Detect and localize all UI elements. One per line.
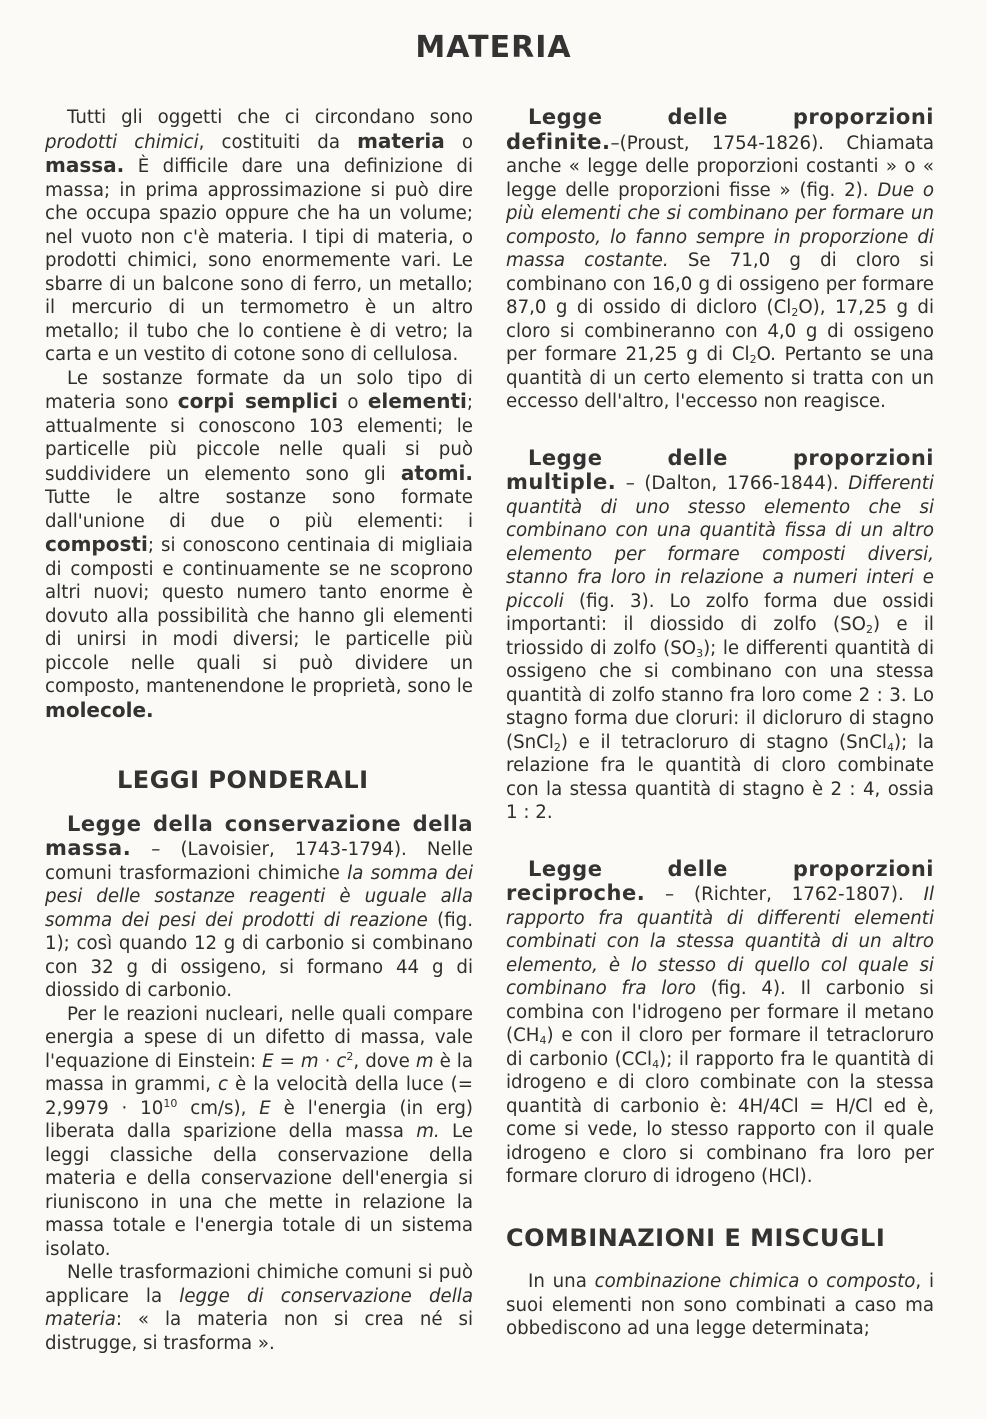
page-title: MATERIA (415, 30, 572, 65)
law-title-multiple: Legge delle proporzioni multiple. (506, 445, 934, 494)
section-heading-combinazioni: COMBINAZIONI E MISCUGLI (506, 1223, 886, 1252)
paragraph-intro: Tutti gli oggetti che ci circondano sono prodotti chimici, costituiti da materia o massa. È difficile dare una definizione di massa; in prima approssimazione si può dire che occupa spazio oppure che ha un volume; nel vuoto non c'è materia. I tipi di materia, o prodotti chimici, sono enormemente vari. Le sbarre di un balcone sono di ferro, un metallo; il mercurio di un termometro è un altro metallo; il tubo che lo contiene è di vetro; la carta e un vestito di cotone sono di cellulosa. (45, 107, 473, 365)
section-heading-leggi-ponderali: LEGGI PONDERALI (117, 766, 369, 794)
left-column (45, 106, 473, 1355)
paragraph-law-multiple: Legge delle proporzioni multiple. – (Dalton, 1766-1844). Differenti quantità di uno stesso elemento che si combinano con una quantità fissa di un altro elemento per formare composti diversi, stanno fra loro in relazione a numeri interi e piccoli (fig. 3). Lo zolfo forma due ossidi importanti: il diossido di zolfo $(SO_2)$ e il triossido di zolfo $(SO_3)$; le differenti quantità di ossigeno che si combinano con una stessa quantità di zolfo stanno fra loro come 2 : 3. Lo stagno forma due cloruri: il dicloruro di stagno (SnCl$_2$) e il tetracloruro di stagno (SnCl$_4$); la relazione fra le quantità di cloro combinate con la stessa quantità di stagno è 2 : 4, ossia 1 : 2. (506, 445, 935, 823)
paragraph-law-reciprocal: Legge delle proporzioni reciproche. – (Richter, 1762-1807). Il rapporto fra quantità di differenti elementi combinati con la stessa quantità di un altro elemento, è lo stesso di quello col quale si combinano fra loro (fig. 4). Il carbonio si combina con l'idrogeno per formare il metano $(CH_4)$ e con il cloro per formare il tetracloruro di carbonio (CCl$_4$); il rapporto fra le quantità di idrogeno e di cloro combinate con la stessa quantità di carbonio è: 4H/4Cl = H/Cl ed è, come si vede, lo stesso rapporto con il quale idrogeno e cloro si combinano fra loro per formare cloruro di idrogeno (HCl). (506, 856, 934, 1187)
law-title-reciprocal: Legge delle proporzioni reciproche. (506, 856, 934, 905)
paragraph-common-transformations: Nelle trasformazioni chimiche comuni si può applicare la legge di conservazione della materia: « la materia non si crea né si distrugge, si trasforma ». (45, 1262, 473, 1354)
right-column (506, 106, 934, 1341)
paragraph-law-conservation: Legge della conservazione della massa. – (Lavoisier, 1743-1794). Nelle comuni trasformazioni chimiche la somma dei pesi delle sostanze reagenti è uguale alla somma dei pesi dei prodotti di reazione (fig. 1); così quando 12 g di carbonio si combinano con 32 g di ossigeno, si formano 44 g di diossido di carbonio. (45, 811, 473, 1001)
law-title-definite: Legge delle proporzioni definite. (506, 105, 934, 154)
paragraph-law-definite: Legge delle proporzioni definite.–(Proust, 1754-1826). Chiamata anche « legge delle proporzioni costanti » o « legge delle proporzioni fisse » (fig. 2). Due o più elementi che si combinano per formare un composto, lo fanno sempre in proporzione di massa costante. Se 71,0 g di cloro si combinano con 16,0 g di ossigeno per formare 87,0 g di ossido di dicloro $(Cl_2O)$, 17,25 g di cloro si combineranno con 4,0 g di ossigeno per formare 21,25 g di $Cl_2O$. Pertanto se una quantità di un certo elemento si tratta con un eccesso dell'altro, l'eccesso non reagisce. (506, 105, 935, 412)
law-title-conservation: Legge della conservazione della massa. (45, 811, 473, 860)
paragraph-nuclear: Per le reazioni nucleari, nelle quali compare energia a spese di un difetto di massa, vale l'equazione di Einstein: $E = m \cdot c^2$, dove m è la massa in grammi, c è la velocità della luce (= $2,9979 \cdot 10^{10}$ cm/s), E è l'energia (in erg) liberata dalla sparizione della massa m. Le leggi classiche della conservazione della materia e della conservazione dell'energia si riuniscono in una che mette in relazione la massa totale e l'energia totale di un sistema isolato. (45, 1003, 473, 1260)
paragraph-elements: Le sostanze formate da un solo tipo di materia sono corpi semplici o elementi; attualmente si conoscono 103 elementi; le particelle più piccole nelle quali si può suddividere un elemento sono gli atomi. Tutte le altre sostanze sono formate dall'unione di due o più elementi: i composti; si conoscono centinaia di migliaia di composti e continuamente se ne scoprono altri nuovi; questo numero tanto enorme è dovuto alla possibilità che hanno gli elementi di unirsi in modi diversi; le particelle più piccole nelle quali si può dividere un composto, mantenendone le proprietà, sono le molecole. (45, 367, 473, 722)
paragraph-combination: In una combinazione chimica o composto, i suoi elementi non sono combinati a caso ma obbediscono ad una legge determinata; (506, 1271, 934, 1339)
